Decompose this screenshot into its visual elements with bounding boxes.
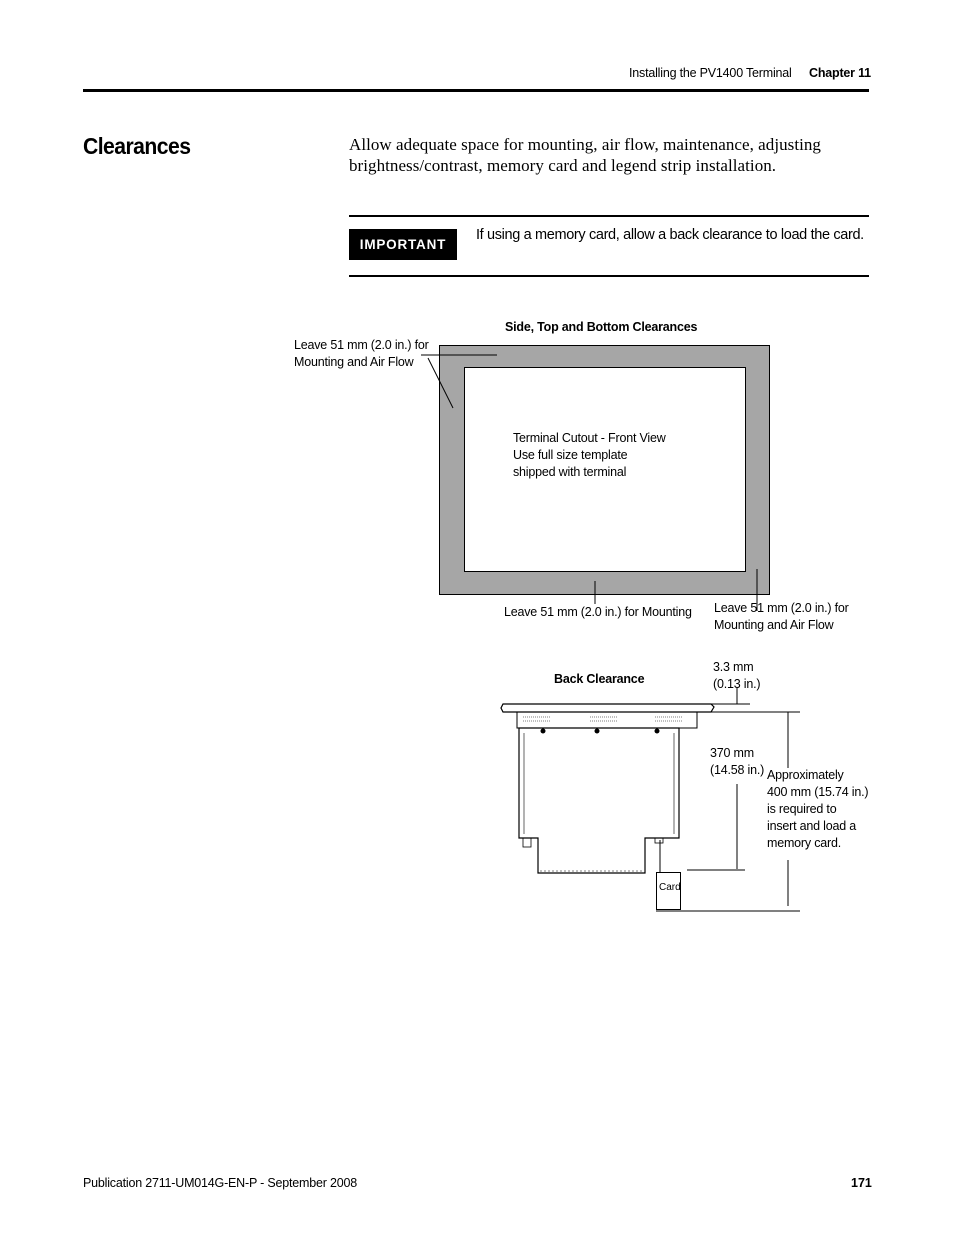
terminal-side-view	[501, 704, 714, 873]
dim-depth-line2: (14.58 in.)	[710, 763, 765, 777]
header-section-title: Installing the PV1400 Terminal	[629, 66, 792, 80]
important-text: If using a memory card, allow a back clearance to load the card.	[476, 227, 864, 243]
dim-bezel-label	[713, 659, 760, 693]
cutout-text	[513, 430, 666, 481]
footer-page-number: 171	[851, 1176, 872, 1190]
cutout-text-line3: shipped with terminal	[513, 465, 627, 479]
dim-depth-label	[710, 745, 764, 779]
dim-total-line2: 400 mm (15.74 in.)	[767, 785, 869, 799]
dim-total-label	[767, 767, 868, 852]
label-bottom-right-line1: Leave 51 mm (2.0 in.) for	[714, 601, 849, 615]
label-top-left-line1: Leave 51 mm (2.0 in.) for	[294, 338, 429, 352]
label-top-left	[294, 337, 429, 371]
section-title: Clearances	[83, 133, 191, 159]
dim-bezel-line2: (0.13 in.)	[713, 677, 761, 691]
intro-paragraph: Allow adequate space for mounting, air flow, maintenance, adjusting brightness/contrast, memory card and legend strip installation.	[349, 135, 821, 175]
dim-total-line4: insert and load a	[767, 819, 857, 833]
label-top-left-line2: Mounting and Air Flow	[294, 355, 414, 369]
important-badge: IMPORTANT	[349, 229, 457, 260]
footer-publication: Publication 2711-UM014G-EN-P - September 2008	[83, 1176, 358, 1190]
card-label: Card	[659, 882, 681, 893]
dim-total-line5: memory card.	[767, 836, 842, 850]
dim-total-line1: Approximately	[767, 768, 844, 782]
label-bottom: Leave 51 mm (2.0 in.) for Mounting	[504, 605, 692, 619]
front-figure-title: Side, Top and Bottom Clearances	[505, 320, 698, 334]
cutout-text-line2: Use full size template	[513, 448, 628, 462]
label-bottom-right-line2: Mounting and Air Flow	[714, 618, 834, 632]
dim-total-line3: is required to	[767, 802, 837, 816]
dim-bezel-line1: 3.3 mm	[713, 660, 754, 674]
dim-depth-line1: 370 mm	[710, 746, 754, 760]
header-chapter: Chapter 11	[809, 66, 871, 80]
cutout-text-line1: Terminal Cutout - Front View	[513, 431, 666, 445]
back-figure-title: Back Clearance	[554, 672, 645, 686]
label-bottom-right	[714, 600, 849, 634]
